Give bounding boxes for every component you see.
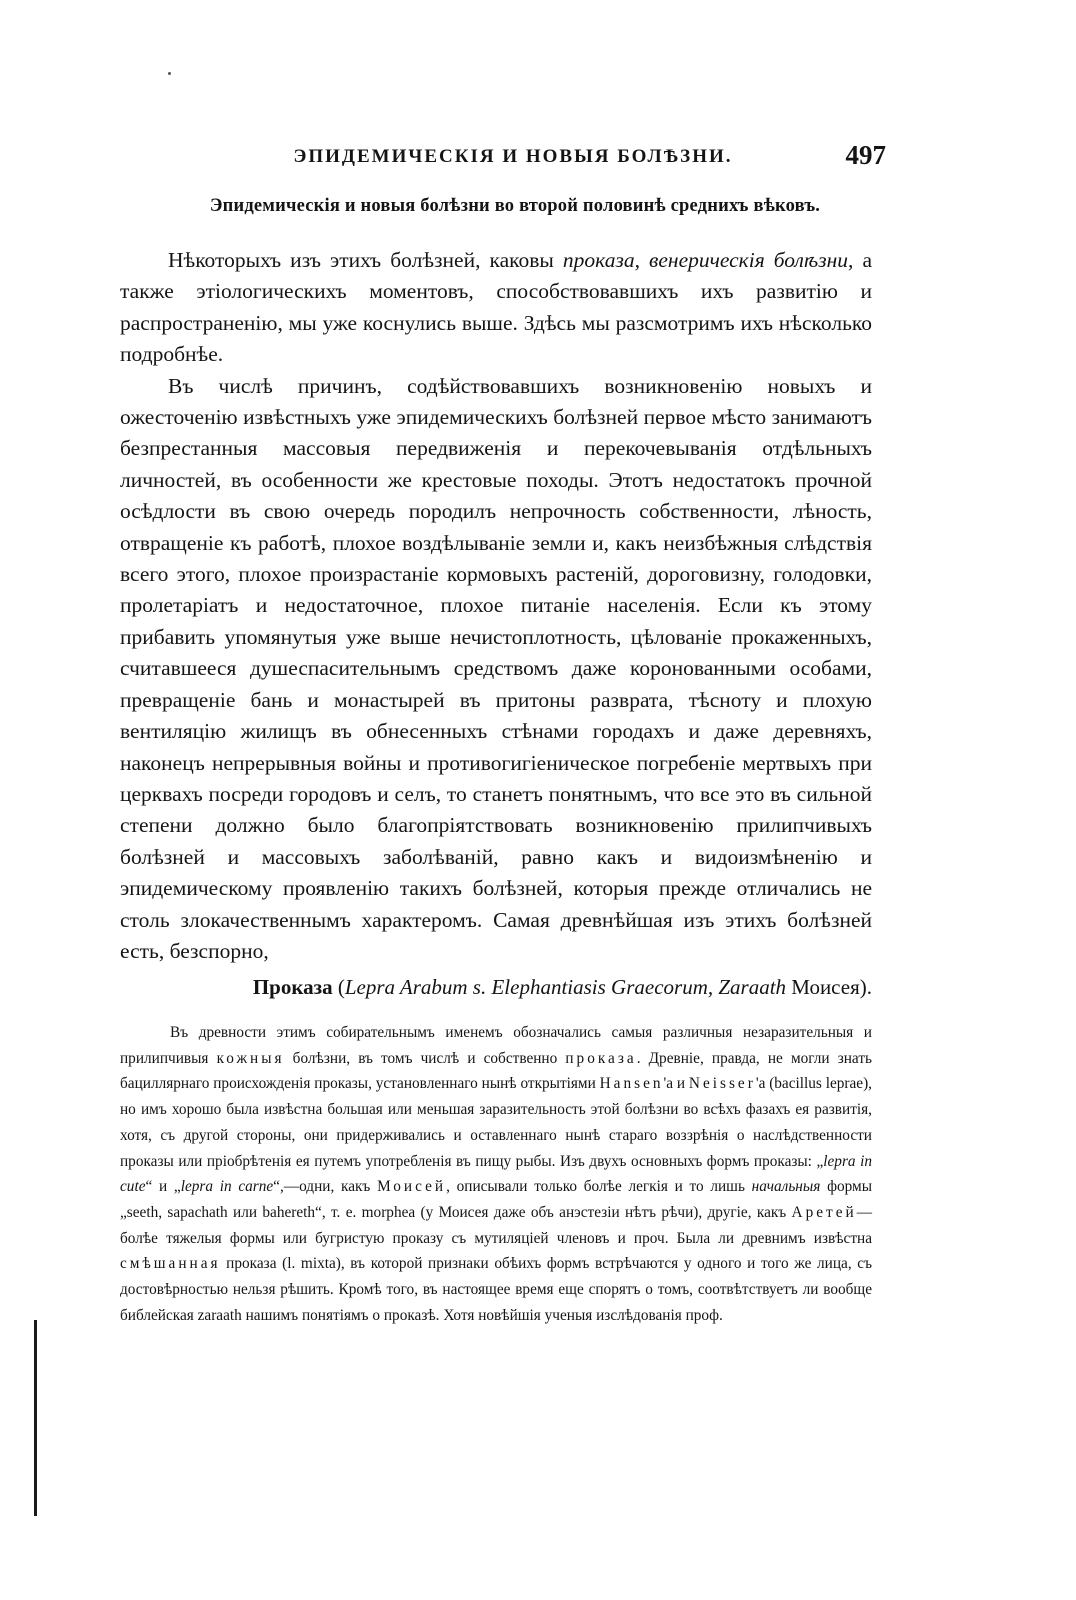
note-text-3: . Древніе, правда, не могли знать бациллярнаго происхожденія проказы, установленнаго нынѣ открытіями bbox=[120, 1049, 872, 1093]
note-spaced-2: проказа bbox=[565, 1049, 637, 1067]
note-text-4: 'а и bbox=[663, 1075, 689, 1093]
note-text-5: 'а (bacillus leprae), но имъ хорошо была извѣстна большая или меньшая заразительность этой болѣзни во всѣхъ фазахъ ея развитія, хотя, съ другой стороны, они придерживались и оставленнаго нынѣ стараго воззрѣнія о наслѣдственности проказы или пріобрѣтенія ея путемъ употребленія въ пищу рыбы. Изъ двухъ основныхъ формъ проказы: „ bbox=[120, 1075, 872, 1170]
p1-text-a: Нѣкоторыхъ изъ этихъ болѣзней, каковы bbox=[168, 248, 563, 272]
note-italic-carne: lepra in carne bbox=[180, 1178, 274, 1196]
running-title: ЭПИДЕМИЧЕСКІЯ И НОВЫЯ БОЛѢЗНИ. bbox=[293, 146, 733, 167]
paragraph-1 bbox=[120, 245, 872, 371]
running-head bbox=[140, 140, 886, 174]
paragraph-2: Въ числѣ причинъ, содѣйствовавшихъ возникновенію новыхъ и ожесточенію извѣстныхъ уже эпидемическихъ болѣзней первое мѣсто занимаютъ безпрестанныя массовыя передвиженія и перекочевыванія отдѣльныхъ личностей, въ особенности же крестовые походы. Этотъ недостатокъ прочной осѣдлости въ свою очередь породилъ непрочность собственности, лѣность, отвращеніе къ работѣ, плохое воздѣлываніе земли и, какъ неизбѣжныя слѣдствія всего этого, плохое произрастаніе кормовыхъ растеній, дороговизну, голодовки, пролетаріатъ и недостаточное, плохое питаніе населенія. Если къ этому прибавить упомянутыя уже выше нечистоплотность, цѣлованіе прокаженныхъ, считавшееся душеспасительнымъ средствомъ даже коронованными особами, превращеніе бань и монастырей въ притоны разврата, тѣсноту и плохую вентиляцію жилищъ въ обнесенныхъ стѣнами городахъ и даже деревняхъ, наконецъ непрерывныя войны и противогигіеническое погребеніе мертвыхъ при церквахъ посреди городовъ и селъ, то станетъ понятнымъ, что все это въ сильной степени должно было благопріятствовать возникновенію прилипчивыхъ болѣзней и массовыхъ заболѣваній, равно какъ и видоизмѣненію и эпидемическому проявленію такихъ болѣзней, которыя прежде отличались не столь злокачественнымъ характеромъ. Самая древнѣйшая изъ этихъ болѣзней есть, безспорно, bbox=[120, 373, 872, 963]
note-spaced-1: кожныя bbox=[216, 1049, 285, 1067]
scan-speck bbox=[168, 72, 171, 75]
note-name-aretaeus: Аретей bbox=[791, 1203, 857, 1221]
p1-italic-leprosy: проказа bbox=[562, 248, 635, 272]
p1-text-b: , bbox=[634, 248, 650, 272]
note-name-hansen: Hansen bbox=[599, 1075, 664, 1093]
note-spaced-mixed: смѣшанная bbox=[120, 1255, 221, 1273]
main-text bbox=[120, 245, 872, 967]
subheading-close: Моисея). bbox=[786, 975, 872, 999]
note-text-8: , описывали только болѣе легкія и то лишь bbox=[446, 1178, 752, 1196]
page-number: 497 bbox=[845, 140, 886, 170]
p1-italic-venereal: венерическія болѣзни bbox=[649, 248, 849, 272]
note-text-10: —болѣе тяжелыя формы или бугристую проказу съ мутиляціей членовъ и проч. Была ли древнимъ извѣстна bbox=[120, 1203, 872, 1247]
note-text-9: формы „seeth, sapachath или bahereth“, т. е. morphea (у Моисея даже объ анэстезіи нѣтъ рѣчи), другіе, какъ bbox=[120, 1178, 873, 1221]
note-text-2: болѣзни, въ томъ числѣ и собственно bbox=[284, 1049, 566, 1067]
subheading-latin: Lepra Arabum s. Elephantiasis Graecorum, Zaraath bbox=[344, 975, 787, 999]
note-text-11: проказа (l. mixta), въ которой признаки обѣихъ формъ встрѣчаются у одного и того же лица, съ достовѣрностью нельзя рѣшить. Кромѣ того, въ настоящее время еще спорятъ о томъ, соотвѣтствуетъ ли вообще библейская zaraath нашимъ понятіямъ о проказѣ. Хотя новѣйшія ученыя изслѣдованія проф. bbox=[120, 1255, 872, 1324]
note-italic-initial: начальныя bbox=[751, 1178, 821, 1196]
subheading-open: ( bbox=[332, 975, 345, 999]
subheading-bold: Проказа bbox=[252, 975, 333, 999]
leprosy-subheading bbox=[120, 975, 872, 1000]
note-name-moses: Моисей bbox=[377, 1178, 447, 1196]
note-text-6: “ и „ bbox=[145, 1178, 181, 1196]
margin-scan-line bbox=[34, 1320, 37, 1516]
note-italic-cute: lepra in cute bbox=[120, 1152, 872, 1196]
note-paragraph bbox=[120, 1020, 872, 1328]
note-name-neisser: Neisser bbox=[688, 1075, 756, 1093]
small-print-note bbox=[120, 1020, 872, 1328]
p1-text-c: , а также этіологическихъ моментовъ, способствовавшихъ ихъ развитію и распространенію, мы уже коснулись выше. Здѣсь мы разсмотримъ ихъ нѣсколько подробнѣе. bbox=[120, 248, 873, 367]
section-heading: Эпидемическія и новыя болѣзни во второй половинѣ среднихъ вѣковъ. bbox=[209, 196, 821, 216]
note-text-7: “,—одни, какъ bbox=[273, 1178, 378, 1196]
note-text-1: Въ древности этимъ собирательнымъ именемъ обозначались самыя различныя незаразительныя и прилипчивыя bbox=[120, 1024, 872, 1067]
